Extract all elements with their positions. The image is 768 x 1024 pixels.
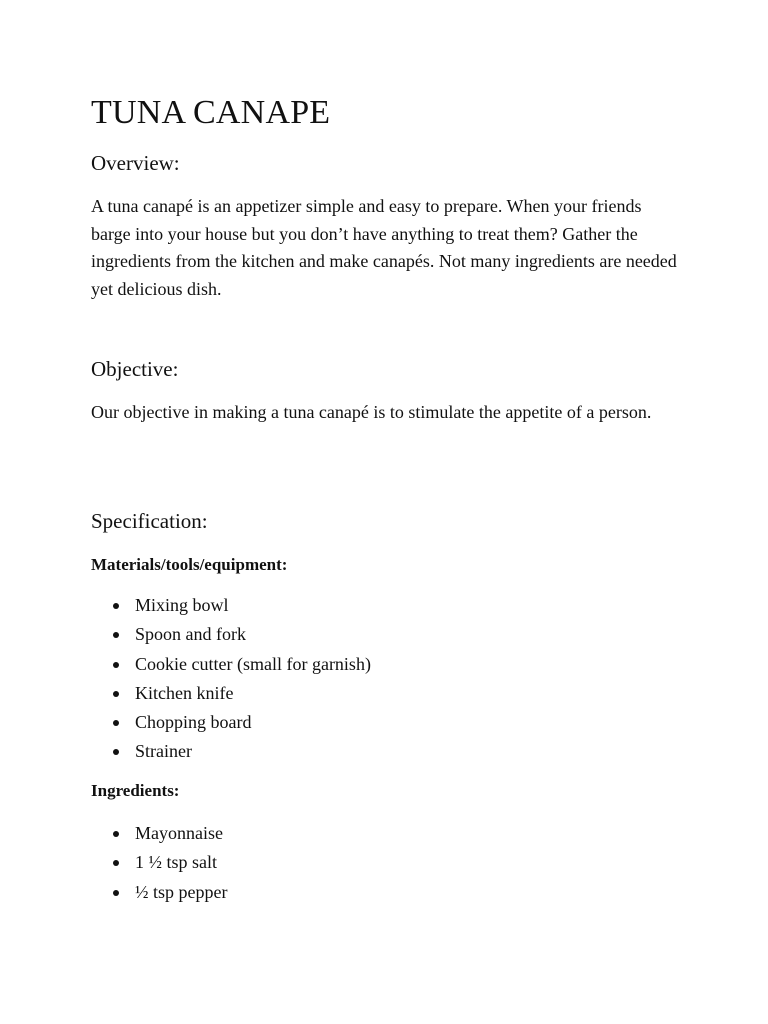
ingredients-list (91, 819, 227, 907)
materials-item-label: Chopping board (135, 712, 252, 733)
materials-item-label: Cookie cutter (small for garnish) (135, 653, 371, 674)
list-item (91, 650, 371, 679)
specification-heading: Specification: (91, 509, 208, 533)
ingredients-item-label: ½ tsp pepper (135, 881, 228, 902)
materials-item-label: Mixing bowl (135, 595, 229, 615)
bullet-icon (113, 632, 119, 638)
list-item (91, 620, 371, 649)
ingredients-item-label: 1 ½ tsp salt (135, 852, 218, 873)
overview-paragraph: A tuna canapé is an appetizer simple and easy to prepare. When your friends barge into your house but you don’t have anything to treat them? Gather the ingredients from the kitchen and make canapés. Not many ingredients are needed yet delicious dish. (91, 196, 677, 299)
bullet-icon (113, 720, 119, 726)
list-item (91, 591, 371, 620)
materials-item-label: Spoon and fork (135, 624, 246, 645)
list-item (91, 679, 371, 708)
objective-paragraph: Our objective in making a tuna canapé is to stimulate the appetite of a person. (91, 402, 652, 422)
overview-heading: Overview: (91, 151, 180, 175)
list-item (91, 737, 371, 766)
bullet-icon (113, 860, 119, 866)
bullet-icon (113, 831, 119, 837)
materials-item-label: Kitchen knife (135, 682, 234, 703)
materials-heading: Materials/tools/equipment: (91, 555, 288, 574)
objective-heading: Objective: (91, 357, 179, 381)
list-item (91, 848, 227, 877)
bullet-icon (113, 890, 119, 896)
materials-item-label: Strainer (135, 741, 192, 762)
ingredients-heading: Ingredients: (91, 781, 180, 800)
list-item (91, 708, 371, 737)
bullet-icon (113, 691, 119, 697)
list-item (91, 819, 227, 848)
list-item (91, 878, 227, 907)
document-title: TUNA CANAPE (91, 94, 331, 131)
bullet-icon (113, 749, 119, 755)
bullet-icon (113, 662, 119, 668)
materials-list (91, 591, 371, 767)
ingredients-item-label: Mayonnaise (135, 823, 223, 843)
bullet-icon (113, 603, 119, 609)
